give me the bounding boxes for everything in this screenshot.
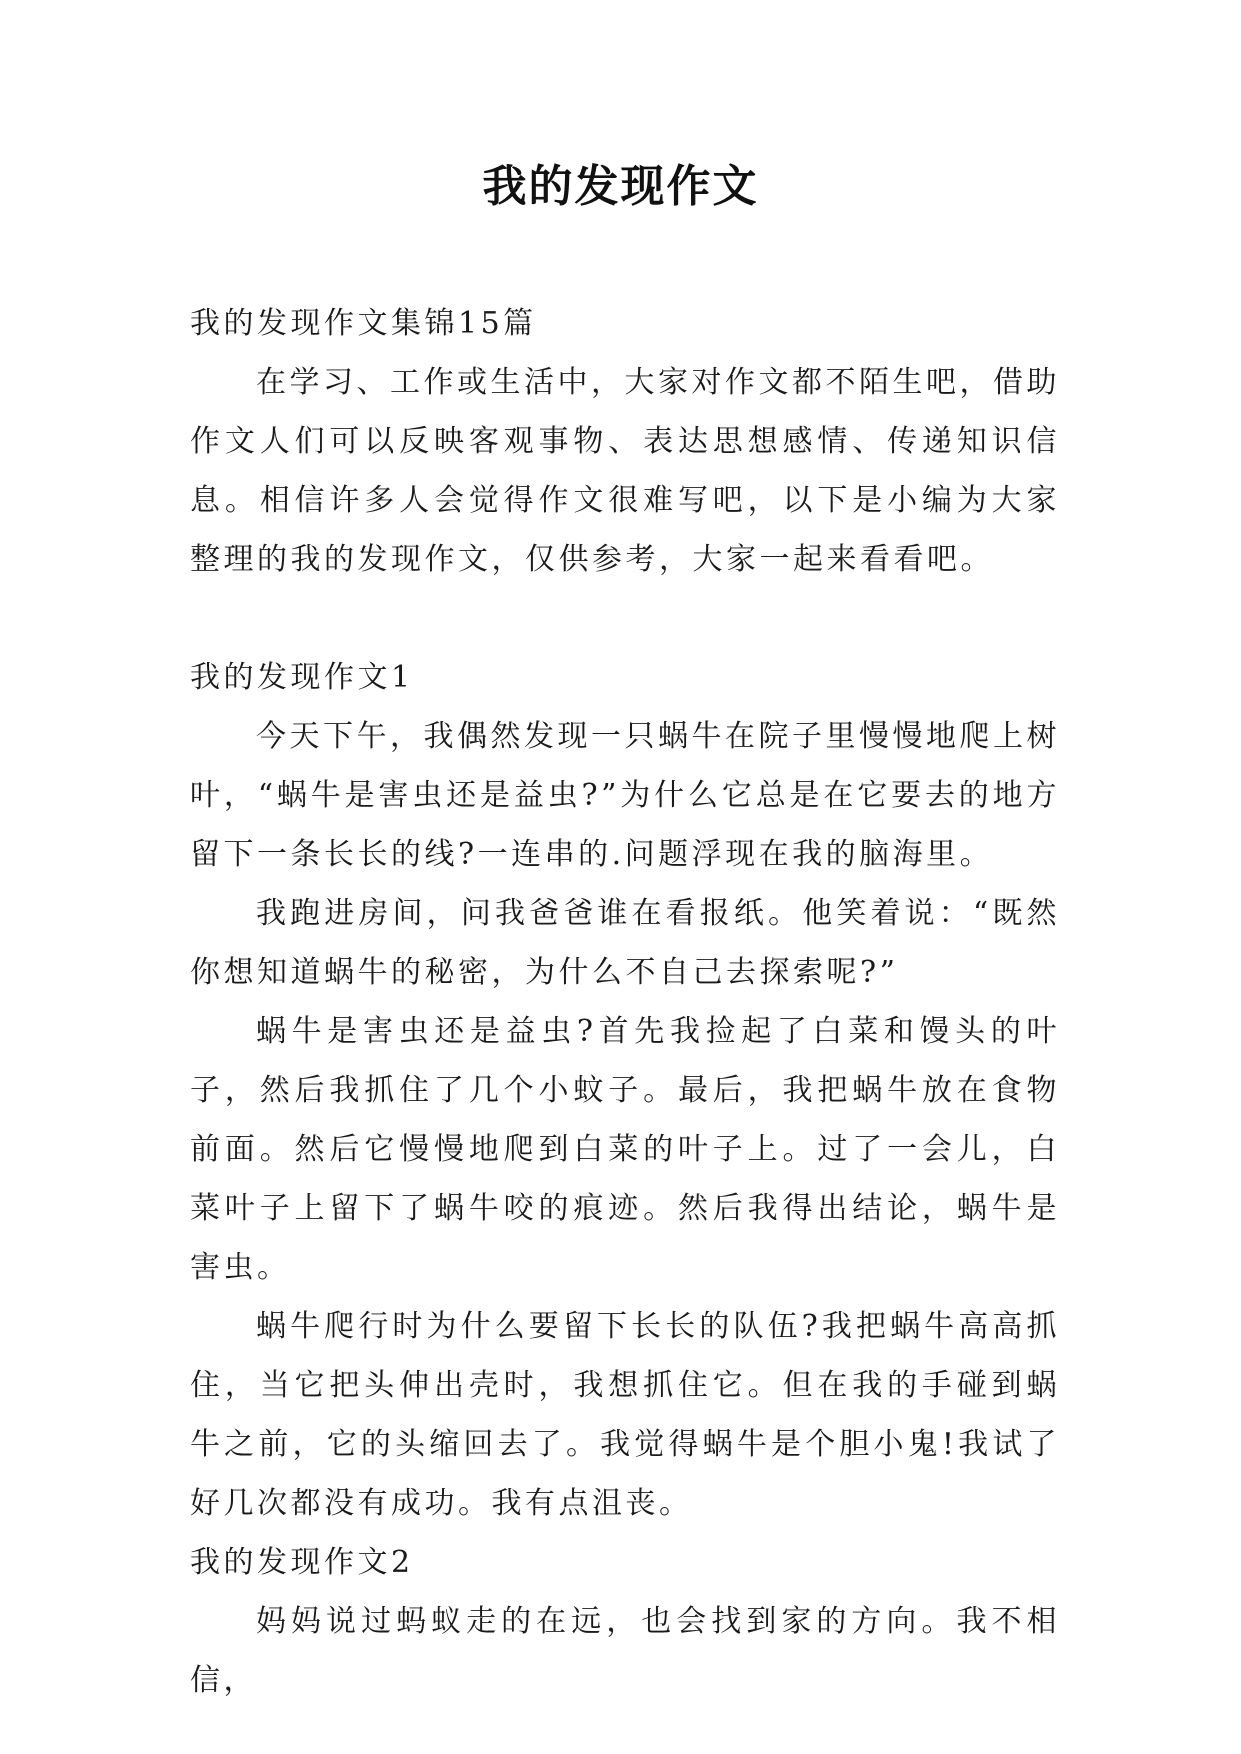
section-spacer [190, 589, 1060, 648]
essay-1-paragraph: 我跑进房间，问我爸爸谁在看报纸。他笑着说：“既然你想知道蜗牛的秘密，为什么不自己去探索呢?” [190, 896, 1060, 990]
essay-2-paragraph: 妈妈说过蚂蚁走的在远，也会找到家的方向。我不相信， [190, 1604, 1060, 1698]
document-title: 我的发现作文 [482, 161, 759, 212]
essay-1-paragraph: 蜗牛爬行时为什么要留下长长的队伍?我把蜗牛高高抓住，当它把头伸出壳时，我想抓住它。但在我的手碰到蜗牛之前，它的头缩回去了。我觉得蜗牛是个胆小鬼!我试了好几次都没有成功。我有点沮丧。 [190, 1309, 1060, 1521]
essay-1-paragraph: 今天下午，我偶然发现一只蜗牛在院子里慢慢地爬上树叶，“蜗牛是害虫还是益虫?”为什么它总是在它要去的地方留下一条长长的线?一连串的.问题浮现在我的脑海里。 [190, 719, 1060, 872]
essay-2-heading: 我的发现作文2 [190, 1545, 414, 1580]
intro-paragraph: 在学习、工作或生活中，大家对作文都不陌生吧，借助作文人们可以反映客观事物、表达思想感情、传递知识信息。相信许多人会觉得作文很难写吧，以下是小编为大家整理的我的发现作文，仅供参考，大家一起来看看吧。 [190, 365, 1060, 577]
document-body [190, 294, 1060, 1710]
collection-heading: 我的发现作文集锦15篇 [190, 306, 537, 341]
essay-1-heading: 我的发现作文1 [190, 660, 414, 695]
essay-1-paragraph: 蜗牛是害虫还是益虫?首先我捡起了白菜和馒头的叶子，然后我抓住了几个小蚊子。最后，我把蜗牛放在食物前面。然后它慢慢地爬到白菜的叶子上。过了一会儿，白菜叶子上留下了蜗牛咬的痕迹。然后我得出结论，蜗牛是害虫。 [190, 1014, 1060, 1285]
